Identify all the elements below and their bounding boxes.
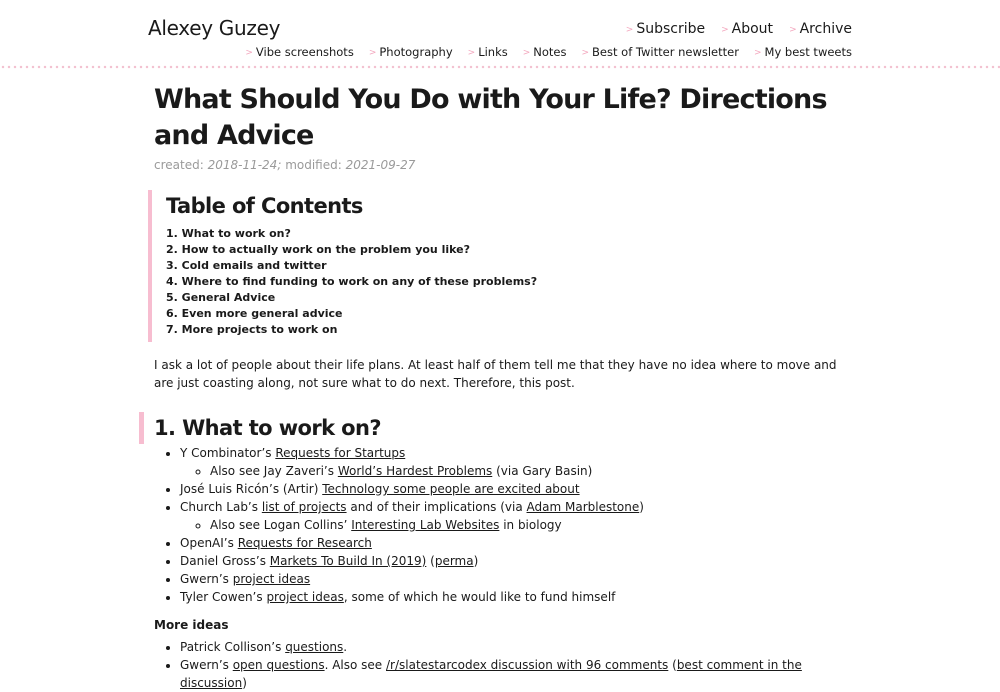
primary-nav	[626, 21, 852, 37]
link-slatestarcodex-discussion[interactable]: /r/slatestarcodex discussion with 96 comments	[386, 658, 669, 672]
toc-link-more-general-advice[interactable]: 6. Even more general advice	[166, 307, 343, 320]
toc-title: Table of Contents	[166, 194, 363, 218]
link-tyler-cowen-project-ideas[interactable]: project ideas	[266, 590, 344, 604]
list-item: • Church Lab’s list of projects and of their implications (via Adam Marblestone) ◦ Also see Logan Collins’ Interesting Lab Websites in biology	[180, 498, 854, 534]
nav-best-of-twitter[interactable]: > Best of Twitter newsletter	[581, 45, 739, 59]
toc-link-what-to-work-on[interactable]: 1. What to work on?	[166, 227, 291, 240]
nav-subscribe[interactable]: > Subscribe	[625, 21, 706, 37]
modified-date: 2021-09-27	[345, 158, 416, 172]
caret-icon: >	[625, 25, 634, 35]
toc-link-general-advice[interactable]: 5. General Advice	[166, 291, 276, 304]
post-meta	[154, 158, 854, 172]
caret-icon: >	[581, 48, 590, 58]
list-item: • José Luis Ricón’s (Artir) Technology some people are excited about	[180, 480, 854, 498]
list-item: • Tyler Cowen’s project ideas, some of which he would like to fund himself	[180, 588, 854, 606]
intro-paragraph: I ask a lot of people about their life plans. At least half of them tell me that they have no idea where to move and are just coasting along, not sure what to do next. Therefore, this post.	[154, 358, 837, 390]
secondary-nav	[245, 45, 852, 59]
nav-links[interactable]: > Links	[467, 45, 508, 59]
section-accent-bar	[139, 412, 144, 444]
caret-icon: >	[368, 48, 377, 58]
link-collison-questions[interactable]: questions	[285, 640, 344, 654]
caret-icon: >	[721, 25, 729, 35]
link-adam-marblestone[interactable]: Adam Marblestone	[526, 500, 640, 514]
nav-about[interactable]: > About	[721, 21, 774, 37]
link-requests-for-research[interactable]: Requests for Research	[237, 536, 372, 550]
list-item: • Y Combinator’s Requests for Startups ◦ Also see Jay Zaveri’s World’s Hardest Problems (via Gary Basin)	[180, 444, 854, 480]
link-gwern-open-questions[interactable]: open questions	[232, 658, 325, 672]
toc-item	[166, 274, 854, 290]
list-item: ◦ Also see Jay Zaveri’s World’s Hardest Problems (via Gary Basin)	[210, 462, 854, 480]
link-worlds-hardest-problems[interactable]: World’s Hardest Problems	[337, 464, 493, 478]
toc-list	[166, 226, 854, 338]
more-ideas-heading: More ideas	[154, 618, 229, 632]
toc-item	[166, 290, 854, 306]
header-divider	[0, 65, 1000, 69]
list-item: • Patrick Collison’s questions.	[180, 638, 854, 656]
sub-list	[180, 462, 854, 480]
page-title: What Should You Do with Your Life? Directions and Advice	[154, 84, 827, 151]
list-item: • Gwern’s open questions. Also see /r/slatestarcodex discussion with 96 comments (best comment in the discussion)	[180, 656, 854, 692]
link-gwern-project-ideas[interactable]: project ideas	[232, 572, 311, 586]
caret-icon: >	[522, 48, 531, 58]
site-header	[0, 0, 1000, 70]
list-item: • OpenAI’s Requests for Research	[180, 534, 854, 552]
section-heading-what-to-work-on: 1. What to work on?	[154, 414, 854, 442]
projects-list	[154, 444, 854, 606]
toc-item	[166, 242, 854, 258]
toc-item	[166, 226, 854, 242]
toc-item	[166, 322, 854, 338]
nav-archive[interactable]: > Archive	[789, 21, 852, 37]
modified-label: modified:	[285, 158, 346, 172]
meta-separator: ;	[277, 158, 286, 172]
link-interesting-lab-websites[interactable]: Interesting Lab Websites	[351, 518, 500, 532]
site-title-link[interactable]: Alexey Guzey	[148, 16, 281, 40]
sub-list	[180, 516, 854, 534]
link-markets-to-build-in[interactable]: Markets To Build In (2019)	[269, 554, 427, 568]
toc-item	[166, 306, 854, 322]
list-item: • Gwern’s project ideas	[180, 570, 854, 588]
toc-link-funding[interactable]: 4. Where to find funding to work on any of these problems?	[166, 275, 538, 288]
link-technology-excited-about[interactable]: Technology some people are excited about	[322, 482, 580, 496]
article	[154, 82, 854, 692]
caret-icon: >	[467, 48, 476, 58]
link-best-comment[interactable]: best comment in the discussion	[180, 658, 802, 690]
link-list-of-projects[interactable]: list of projects	[261, 500, 347, 514]
caret-icon: >	[245, 48, 253, 58]
caret-icon: >	[789, 25, 797, 35]
created-label: created:	[154, 158, 208, 172]
caret-icon: >	[753, 48, 762, 58]
table-of-contents	[148, 190, 854, 342]
toc-link-more-projects[interactable]: 7. More projects to work on	[166, 323, 338, 336]
link-requests-for-startups[interactable]: Requests for Startups	[275, 446, 406, 460]
toc-link-how-to-work[interactable]: 2. How to actually work on the problem you like?	[166, 243, 470, 256]
toc-item	[166, 258, 854, 274]
nav-notes[interactable]: > Notes	[522, 45, 567, 59]
nav-best-tweets[interactable]: > My best tweets	[753, 45, 852, 59]
link-perma[interactable]: perma	[434, 554, 474, 568]
more-ideas-list	[154, 638, 854, 692]
created-date: 2018-11-24	[207, 158, 278, 172]
list-item: • Daniel Gross’s Markets To Build In (2019) (perma)	[180, 552, 854, 570]
toc-link-cold-emails[interactable]: 3. Cold emails and twitter	[166, 259, 327, 272]
nav-photography[interactable]: > Photography	[368, 45, 453, 59]
nav-vibe-screenshots[interactable]: > Vibe screenshots	[245, 45, 354, 59]
list-item: ◦ Also see Logan Collins’ Interesting Lab Websites in biology	[210, 516, 854, 534]
